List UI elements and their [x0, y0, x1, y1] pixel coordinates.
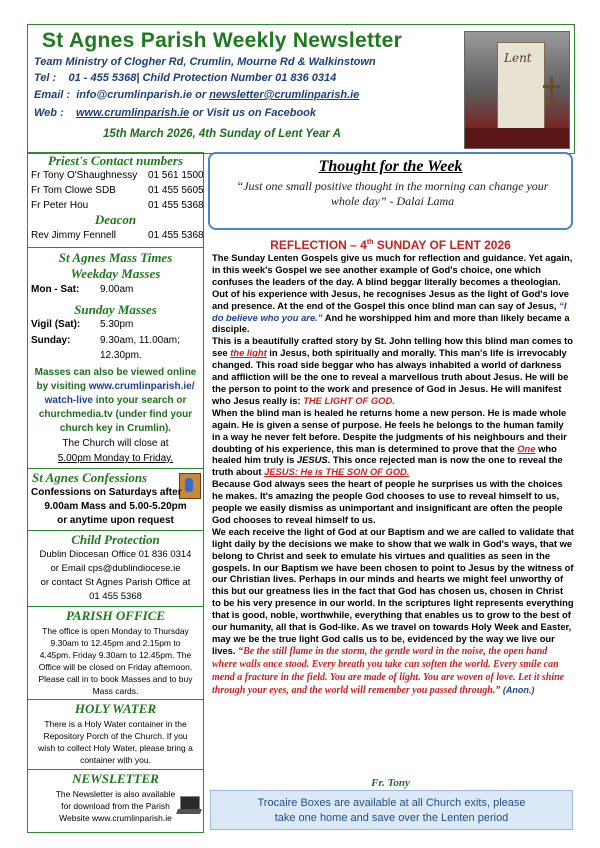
reflection-title: REFLECTION – 4th SUNDAY OF LENT 2026: [270, 238, 511, 252]
tel-line: [34, 72, 336, 84]
trocaire-line: take one home and save over the Lenten period: [274, 812, 509, 824]
trocaire-line: Trocaire Boxes are available at all Church exits, please: [257, 797, 526, 809]
trocaire-notice: [210, 790, 573, 830]
confessions-line: or anytime upon request: [57, 515, 174, 526]
church-close-line: 5.00pm Monday to Friday.: [57, 453, 174, 464]
newsletter-title: St Agnes Parish Weekly Newsletter: [42, 29, 403, 52]
email-newsletter-link[interactable]: newsletter@crumlinparish.ie: [209, 89, 360, 101]
divider: [28, 247, 203, 248]
web-label: Web :: [34, 107, 64, 119]
website-link[interactable]: www.crumlinparish.ie: [75, 107, 190, 119]
priest-name: Fr Peter Hou: [31, 200, 89, 211]
left-sidebar: [27, 152, 204, 833]
holy-water-line: Repository Porch of the Church. If you: [43, 731, 188, 741]
email-or: or: [192, 89, 210, 101]
newsletter-line: for download from the Parish: [61, 801, 170, 811]
lent-altar-photo: [464, 31, 570, 149]
header-box: [27, 24, 575, 154]
confessions-line: 9.00am Mass and 5.00-5.20pm: [44, 501, 187, 512]
mass-times-title: St Agnes Mass Times: [58, 250, 173, 265]
child-protection-line: or contact St Agnes Parish Office at: [40, 577, 191, 588]
online-line: watch-live into your search or: [44, 395, 187, 406]
child-protection-line: Dublin Diocesan Office 01 836 0314: [39, 549, 192, 560]
confessions-title: St Agnes Confessions: [32, 470, 148, 485]
newsletter-title: NEWSLETTER: [72, 771, 159, 786]
cross-icon: [550, 77, 553, 107]
web-rest: or Visit us on Facebook: [189, 107, 317, 119]
divider: [28, 468, 203, 469]
online-line: churchmedia.tv (under find your: [38, 409, 193, 420]
newsletter-line: The Newsletter is also available: [55, 789, 176, 799]
tel-value: 01 - 455 5368| Child Protection Number 01 836 0314: [68, 72, 337, 84]
newsletter-line: Website www.crumlinparish.ie: [59, 813, 172, 823]
thought-quote: “Just one small positive thought in the morning can change your whole day” - Dalai Lama: [236, 179, 549, 208]
thought-title: Thought for the Week: [318, 158, 463, 175]
sunday-times: 9.30am, 11.00am;: [100, 335, 180, 346]
holy-water-title: HOLY WATER: [74, 701, 157, 716]
child-protection-line: or Email cps@dublindiocese.ie: [50, 563, 181, 574]
priest-name: Fr Tony O'Shaughnessy: [31, 170, 138, 181]
team-line: Team Ministry of Clogher Rd, Crumlin, Mourne Rd & Walkinstown: [34, 56, 376, 68]
divider: [28, 699, 203, 700]
divider: [28, 606, 203, 607]
office-line: Mass cards.: [92, 686, 139, 696]
priests-title: Priest's Contact numbers: [47, 153, 184, 168]
holy-water-line: wish to collect Holy Water, please bring a: [38, 743, 193, 753]
office-line: The office is open Monday to Thursday: [42, 626, 189, 636]
deacon-name: Rev Jimmy Fennell: [31, 230, 117, 241]
web-line: [34, 107, 316, 119]
issue-date: 15th March 2026, 4th Sunday of Lent Year A: [103, 128, 341, 140]
child-protection-title: Child Protection: [71, 532, 160, 547]
signature: Fr. Tony: [371, 777, 410, 789]
divider: [28, 769, 203, 770]
watch-live-link[interactable]: www.crumlinparish.ie/: [88, 381, 195, 392]
email-info-link[interactable]: info@crumlinparish.ie: [76, 89, 193, 101]
deacon-title: Deacon: [94, 212, 137, 227]
reflection-body: [212, 252, 574, 697]
divider: [28, 530, 203, 531]
thought-for-week-box: [208, 152, 573, 230]
sunday-times-2: 12.30pm.: [100, 350, 142, 361]
office-line: 9.30am to 12.45pm and 2.15pm to: [50, 638, 181, 648]
reflection-paragraph: When the blind man is healed he returns home a new person. He is made whole again. He is given a sense of purpose. He feels he belongs to the human family in a way he never felt before. Despite the judgments of his neighbours and their doubting of his experience, this man is determined to prove that the One who healed him truly is JESUS. This once rejected man is now the one to reveal the truth about JESUS: He is THE SON OF GOD.: [212, 406, 567, 478]
laptop-icon: [177, 796, 201, 816]
office-line: Office will be closed on Friday afternoon.: [38, 662, 193, 672]
priest-name: Fr Tom Clowe SDB: [31, 185, 116, 196]
holy-water-line: container with you.: [80, 755, 151, 765]
reflection-paragraph: We each receive the light of God at our Baptism and we are called to validate that light daily by the decisions we make to show that we walk in God's ways, that we belong to Christ and seek to emulate his virtues and qualities as seen in the gospels. In our Baptism we have been chosen to point to Jesus by the witness of our Christian lives. Perhaps in our minds and hearts we might feel unworthy of this but our greatness lies in the fact that God has chosen us, chosen in Christ to be his very presence in our world. In the scriptures light represents everything that is good, noble, worthwhile, everything that enables us to grow to the best of our humanity, all that is God-like. As we travel on towards Holy Week and Easter, may we be the true light God calls us to be, evidenced by the way we live our lives. “Be the still flame in the storm, the gentle word in the noise, the open hand where walls once stood. Every breath you take can soften the world. Every smile can mend a fracture in the field. You are made of light. You are woven of love. Let it shine through your eyes, and the world will remember you passed through.” (Anon.): [212, 525, 574, 696]
lent-banner: [497, 42, 545, 130]
confessions-line: Confessions on Saturdays after: [31, 487, 182, 498]
reflection-paragraph: Because God always sees the heart of people he surprises us with the choices he makes. It's amazing the people God chooses to use to reveal himself to us, people we easily dismiss as unimportant and insignificant are often the people God chooses to reveal himself to us.: [212, 478, 563, 525]
priest-phone: 01 455 5605: [148, 185, 204, 196]
priest-phone: 01 561 1500: [148, 170, 204, 181]
email-label: Email :: [34, 89, 71, 101]
lent-banner-text: Lent: [504, 51, 532, 65]
weekday-label: Mon - Sat:: [31, 284, 80, 295]
office-line: 4.45pm. Friday 9.30am to 12.45pm. The: [39, 650, 192, 660]
reflection-paragraph: The Sunday Lenten Gospels give us much for reflection and guidance. Yet again, in this week's Gospel we see another example of God's choice, one which confuses the leaders of the day. A blind beggar literally becomes a theologian. Out of his experience with Jesus, he recognises Jesus as the light of God's love and presence. At the end of the Gospel this once blind man can say of Jesus, “I do believe who you are.” And he worshipped him and more than likely became a disciple.: [212, 252, 573, 335]
sunday-masses-title: Sunday Masses: [74, 302, 157, 317]
watch-live-link-end[interactable]: watch-live: [44, 395, 93, 406]
email-line: [34, 89, 359, 101]
reflection-paragraph: This is a beautifully crafted story by St. John telling how this blind man comes to see the light in Jesus, both spiritually and morally. This man's life is irrevocably changed. This road side beggar who has always inhabited a world of darkness and affliction will be the one to reveal a marvellous truth about Jesus. He will be the person to point to the work and presence of God in Jesus. He will manifest who Jesus really is: THE LIGHT OF GOD.: [212, 335, 573, 406]
altar-cloth: [465, 128, 569, 148]
vigil-label: Vigil (Sat):: [31, 319, 81, 330]
sunday-label: Sunday:: [31, 335, 71, 346]
office-line: Please call in to book Masses and to buy: [38, 674, 193, 684]
vigil-time: 5.30pm: [100, 319, 134, 330]
online-line: church key in Crumlin).: [59, 423, 172, 434]
child-protection-line: 01 455 5368: [89, 591, 142, 602]
deacon-phone: 01 455 5368: [148, 230, 204, 241]
priest-phone: 01 455 5368: [148, 200, 204, 211]
parish-office-title: PARISH OFFICE: [65, 608, 166, 623]
online-line: by visiting www.crumlinparish.ie/: [36, 381, 195, 392]
tel-label: Tel :: [34, 72, 57, 84]
online-line: Masses can also be viewed online: [34, 367, 197, 378]
weekday-masses-title: Weekday Masses: [70, 266, 161, 281]
weekday-time: 9.00am: [100, 284, 134, 295]
holy-water-line: There is a Holy Water container in the: [44, 719, 187, 729]
church-close-line: The Church will close at: [62, 438, 169, 449]
